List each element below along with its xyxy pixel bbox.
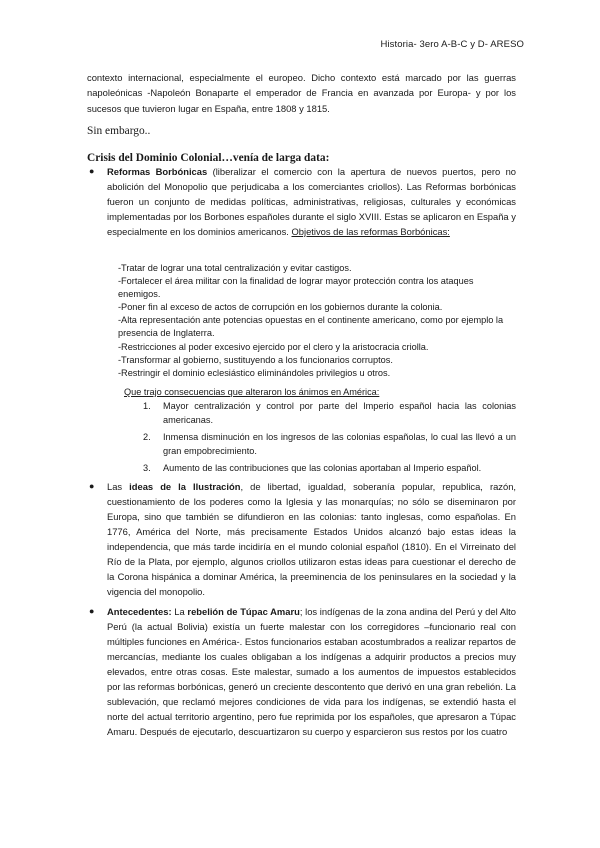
intro-paragraph: contexto internacional, especialmente el europeo. Dicho contexto está marcado por las guerras napoleónicas -Napoleón Bonaparte el emperador de Francia en avanzada por Europa- y por los sucesos que tuvieron lugar en España, entre 1808 y 1815. <box>87 72 516 114</box>
list-number: 1. <box>143 401 151 411</box>
list-number: 3. <box>143 463 151 473</box>
list-item: -Poner fin al exceso de actos de corrupción en los gobiernos durante la colonia. <box>118 302 443 313</box>
list-item <box>143 430 516 458</box>
objectives-list <box>118 262 518 380</box>
list-item <box>143 461 516 475</box>
list-item: -Fortalecer el área militar con la finalidad de lograr mayor protección contra los ataques enemigos. <box>118 276 474 300</box>
bullet-antecedentes <box>89 604 516 739</box>
antecedentes-mid: La <box>171 606 188 617</box>
list-text: Mayor centralización y control por parte del Imperio español hacia las colonias americanas. <box>163 401 516 425</box>
reformas-term: Reformas Borbónicas <box>107 166 208 177</box>
ilustracion-paragraph <box>107 479 516 599</box>
consequences-list <box>143 399 516 478</box>
objetivos-title: Objetivos de las reformas Borbónicas: <box>291 226 450 237</box>
list-item <box>143 399 516 427</box>
list-item: -Tratar de lograr una total centralización y evitar castigos. <box>118 263 352 273</box>
list-text: Inmensa disminución en los ingresos de las colonias españolas, lo cual las llevó a un gran empobrecimiento. <box>163 432 516 456</box>
crisis-heading: Crisis del Dominio Colonial…venía de larga data: <box>87 152 330 164</box>
ilustracion-text: , de libertad, igualdad, soberanía popular, republica, razón, cuestionamiento de los poderes como la Iglesia y las monarquías; no sólo se diseminaron por Europa, sino que también se difundieron en las colonias: tanto inglesas, como españolas. En 1776, América del Norte, más precisamente Estados Unidos alcanzó bajo estas ideas la independencia, que más tarde incidiría en el mundo colonial español (1810). En el Virreinato del Río de la Plata, por ejemplo, algunos criollos utilizaron estas ideas para cuestionar el derecho de la Corona hispánica a dominar América, la preeminencia de los peninsulares en la sociedad y la vigencia del monopolio. <box>107 481 517 597</box>
sin-embargo-heading: Sin embargo.. <box>87 125 151 137</box>
consequences-title: Que trajo consecuencias que alteraron los ánimos en América: <box>124 387 380 397</box>
reformas-paragraph <box>107 164 516 239</box>
list-item: -Restricciones al poder excesivo ejercido por el clero y la aristocracia criolla. <box>118 341 429 352</box>
list-item: -Transformar al gobierno, sustituyendo a los funcionarios corruptos. <box>118 354 393 365</box>
bullet-dot: ● <box>89 606 95 616</box>
list-number: 2. <box>143 432 151 442</box>
antecedentes-term: Antecedentes: <box>107 606 172 617</box>
page-header: Historia- 3ero A-B-C y D- ARESO <box>380 39 524 50</box>
bullet-dot: ● <box>89 166 95 176</box>
list-item: -Alta representación ante potencias opuestas en el continente americano, como por ejemplo la presencia de Inglaterra. <box>118 315 504 339</box>
tupac-amaru-term: rebelión de Túpac Amaru <box>187 606 300 617</box>
list-text: Aumento de las contribuciones que las colonias aportaban al Imperio español. <box>163 463 482 473</box>
reformas-text: (liberalizar el comercio con la apertura de nuevos puertos, pero no abolición del Monopolio que perjudicaba a los comerciantes criollos). Las Reformas borbónicas fueron un conjunto de medidas políticas, administrativas, religiosas, culturales y económicas implementadas por los Borbones españoles durante el siglo XVIII. Estas se aplicaron en España y especialmente en los dominios americanos. <box>107 166 516 237</box>
antecedentes-text: ; los indígenas de la zona andina del Perú y del Alto Perú (la actual Bolivia) existía un fuerte malestar con los corregidores –funcionario real con múltiples funciones en América-. Estos funcionarios estaban acostumbrados a realizar repartos de mercancías, mediante los cuales obligaban a los indígenas a adquirir productos a precios muy elevados, entre otras cosas. Este malestar, sumado a los aumentos de impuestos establecidos por las reformas borbónicas, generó un creciente descontento que derivó en una gran rebelión. La sublevación, que reclamó mejores condiciones de vida para los indígenas, se extendió hasta el norte del actual territorio argentino, pero fue reprimida por los españoles, que apresaron a Túpac Amaru. Después de ejecutarlo, descuartizaron su cuerpo y esparcieron sus restos por los cuatro <box>107 606 516 737</box>
ilustracion-term: ideas de la Ilustración <box>129 481 241 492</box>
bullet-ilustracion <box>89 479 517 599</box>
list-item: -Restringir el dominio eclesiástico eliminándoles privilegios u otros. <box>118 367 391 378</box>
bullet-reformas-borbonicas <box>89 164 516 239</box>
antecedentes-paragraph <box>107 604 516 739</box>
ilustracion-pre: Las <box>107 481 130 492</box>
bullet-dot: ● <box>89 481 95 491</box>
